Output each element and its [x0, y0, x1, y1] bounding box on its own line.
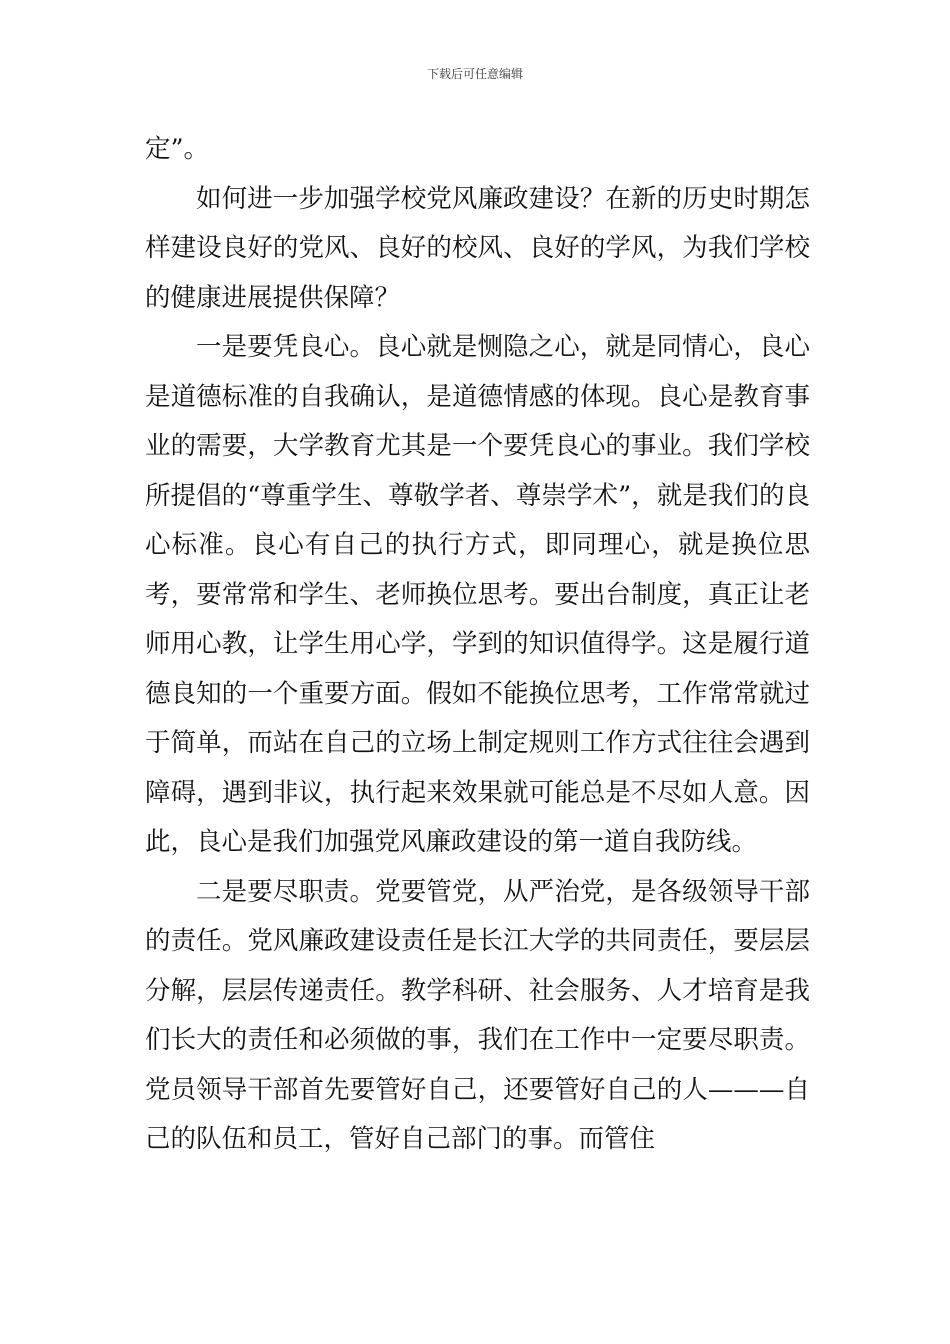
paragraph-question: 如何进一步加强学校党风廉政建设？在新的历史时期怎样建设良好的党风、良好的校风、良好的学风，为我们学校的健康进展提供保障？ [145, 183, 810, 313]
document-body [145, 125, 810, 1165]
paragraph-duty: 二是要尽职责。党要管党，从严治党，是各级领导干部的责任。党风廉政建设责任是长江大学的共同责任，要层层分解，层层传递责任。教学科研、社会服务、人才培育是我们长大的责任和必须做的事，我们在工作中一定要尽职责。党员领导干部首先要管好自己，还要管好自己的人———自己的队伍和员工，管好自己部门的事。而管住 [145, 876, 810, 1154]
paragraph-conscience: 一是要凭良心。良心就是恻隐之心，就是同情心，良心是道德标准的自我确认，是道德情感的体现。良心是教育事业的需要，大学教育尤其是一个要凭良心的事业。我们学校所提倡的“尊重学生、尊敬学者、尊崇学术”，就是我们的良心标准。良心有自己的执行方式，即同理心，就是换位思考，要常常和学生、老师换位思考。要出台制度，真正让老师用心教，让学生用心学，学到的知识值得学。这是履行道德良知的一个重要方面。假如不能换位思考，工作常常就过于简单，而站在自己的立场上制定规则工作方式往往会遇到障碍，遇到非议，执行起来效果就可能总是不尽如人意。因此，良心是我们加强党风廉政建设的第一道自我防线。 [145, 332, 810, 857]
paragraph-continuation: 定”。 [145, 134, 210, 164]
page-header: 下载后可任意编辑 [426, 67, 523, 81]
